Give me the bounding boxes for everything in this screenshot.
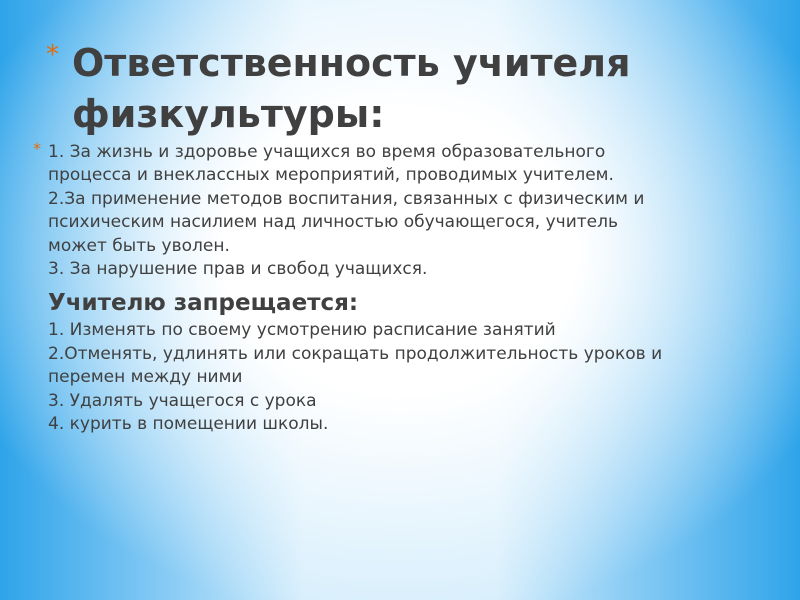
prohibition-line: 1. Изменять по своему усмотрению расписание занятий (48, 320, 556, 341)
responsibility-line: 1. За жизнь и здоровье учащихся во время образовательного (48, 142, 606, 162)
slide-title (72, 38, 752, 140)
responsibility-line: может быть уволен. (48, 235, 230, 256)
slide-body (48, 141, 778, 436)
prohibition-line: перемен между ними (48, 367, 243, 388)
prohibition-line: 4. курить в помещении школы. (48, 414, 329, 435)
title-line: Ответственность учителя (72, 41, 631, 85)
prohibited-heading: Учителю запрещается: (48, 290, 359, 317)
responsibility-line: 2.За применение методов воспитания, связанных с физическим и (48, 188, 645, 209)
prohibition-line: 3. Удалять учащегося с урока (48, 390, 317, 411)
title-line: физкультуры: (72, 92, 385, 136)
body-bullet-icon: * (33, 139, 41, 158)
responsibility-line: процесса и внеклассных мероприятий, проводимых учителем. (48, 165, 614, 186)
title-bullet-icon: * (46, 40, 59, 70)
responsibility-line: психическим насилием над личностью обучающегося, учитель (48, 212, 618, 233)
responsibility-line: 3. За нарушение прав и свобод учащихся. (48, 259, 428, 280)
prohibition-line: 2.Отменять, удлинять или сокращать продолжительность уроков и (48, 343, 663, 364)
